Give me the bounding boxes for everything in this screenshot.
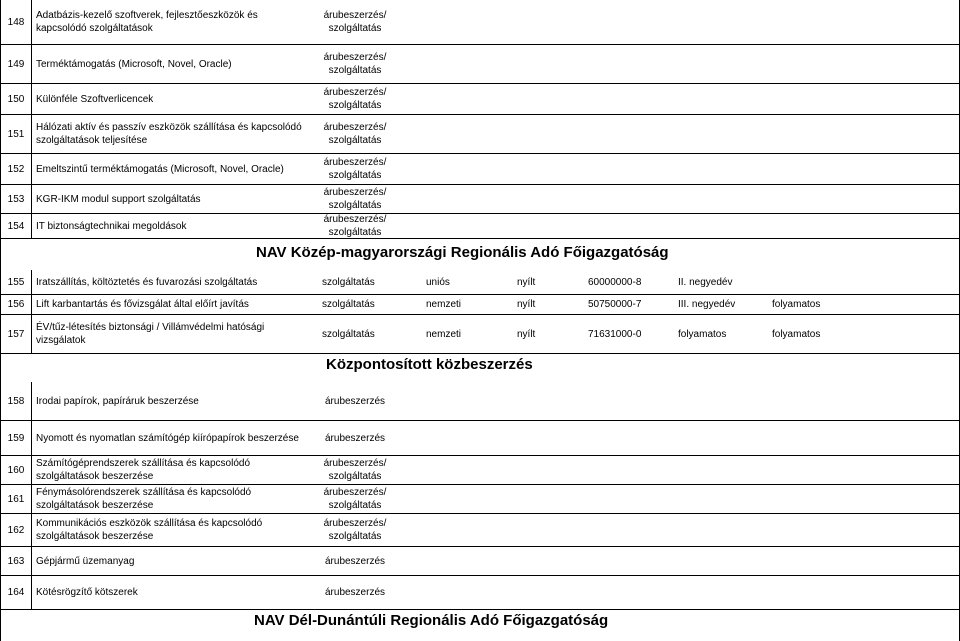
section-heading-kozpontositott: Központosított közbeszerzés — [326, 356, 533, 373]
procurement-type: árubeszerzés/ — [323, 487, 387, 498]
procurement-type: árubeszerzés/ — [323, 214, 387, 225]
procurement-type: árubeszerzés/ — [323, 10, 387, 21]
row-description: ÉV/tűz-létesítés biztonsági / Villámvédelmi hatósági — [36, 322, 265, 333]
procurement-type: árubeszerzés/ — [323, 458, 387, 469]
procurement-type: szolgáltatás — [328, 65, 382, 76]
table-row — [0, 214, 960, 238]
procurement-scope: nemzeti — [426, 299, 462, 310]
row-number: 162 — [1, 514, 32, 546]
table-row — [0, 456, 960, 484]
procurement-type: szolgáltatás — [328, 170, 382, 181]
table-row — [0, 576, 960, 609]
row-number: 151 — [1, 115, 32, 153]
row-number: 159 — [1, 421, 32, 455]
cpv-code: 50750000-7 — [588, 299, 642, 310]
procurement-type: szolgáltatás — [328, 227, 382, 238]
procurement-type: szolgáltatás — [328, 135, 382, 146]
table-row — [0, 382, 960, 420]
section-heading-kozep-magyarorszag: NAV Közép-magyarországi Regionális Adó Főigazgatóság — [256, 244, 669, 261]
row-divider — [0, 609, 960, 610]
row-description: szolgáltatások beszerzése — [36, 531, 154, 542]
procurement-type: árubeszerzés/ — [323, 52, 387, 63]
row-description: Nyomott és nyomatlan számítógép kiírópapírok beszerzése — [36, 433, 299, 444]
row-description: Irodai papírok, papíráruk beszerzése — [36, 396, 199, 407]
start-time: folyamatos — [678, 329, 727, 340]
row-description: Számítógéprendszerek szállítása és kapcsolódó — [36, 458, 251, 469]
procurement-scope: nemzeti — [426, 329, 462, 340]
table-row — [0, 270, 960, 294]
procurement-scope: uniós — [426, 277, 450, 288]
row-number: 163 — [1, 547, 32, 575]
procurement-type: szolgáltatás — [322, 299, 375, 310]
row-divider — [0, 353, 960, 354]
row-description: Kötésrögzítő kötszerek — [36, 587, 138, 598]
row-number: 150 — [1, 84, 32, 114]
procurement-type: árubeszerzés/ — [323, 187, 387, 198]
row-number: 155 — [1, 270, 32, 294]
table-row — [0, 0, 960, 44]
table-row — [0, 295, 960, 314]
procurement-type: árubeszerzés/ — [323, 157, 387, 168]
row-description: Emeltszintű terméktámogatás (Microsoft, Novel, Oracle) — [36, 164, 284, 175]
duration: folyamatos — [772, 299, 821, 310]
procedure-type: nyílt — [517, 329, 536, 340]
procurement-type: árubeszerzés — [324, 556, 386, 567]
row-number: 160 — [1, 456, 32, 484]
row-number: 149 — [1, 45, 32, 83]
row-number: 152 — [1, 154, 32, 184]
row-description: Fénymásolórendszerek szállítása és kapcsolódó — [36, 487, 252, 498]
table-row — [0, 514, 960, 546]
row-description: KGR-IKM modul support szolgáltatás — [36, 194, 201, 205]
procurement-type: árubeszerzés/ — [323, 518, 387, 529]
row-number: 161 — [1, 485, 32, 513]
procurement-type: szolgáltatás — [328, 100, 382, 111]
procurement-type: szolgáltatás — [328, 23, 382, 34]
row-number: 154 — [1, 214, 32, 238]
start-time: III. negyedév — [678, 299, 736, 310]
row-number: 153 — [1, 185, 32, 213]
row-description: IT biztonságtechnikai megoldások — [36, 221, 187, 232]
row-number: 156 — [1, 295, 32, 314]
procurement-type: árubeszerzés — [324, 433, 386, 444]
row-description: kapcsolódó szolgáltatások — [36, 23, 153, 34]
start-time: II. negyedév — [678, 277, 733, 288]
cpv-code: 71631000-0 — [588, 329, 642, 340]
row-description: szolgáltatások beszerzése — [36, 500, 154, 511]
procurement-type: szolgáltatás — [328, 531, 382, 542]
row-description: Gépjármű üzemanyag — [36, 556, 135, 567]
procedure-type: nyílt — [517, 299, 536, 310]
procurement-type: árubeszerzés/ — [323, 87, 387, 98]
procurement-type: szolgáltatás — [322, 329, 375, 340]
row-description: Különféle Szoftverlicencek — [36, 94, 154, 105]
row-description: Hálózati aktív és passzív eszközök szállítása és kapcsolódó — [36, 122, 302, 133]
table-row — [0, 115, 960, 153]
table-row — [0, 154, 960, 184]
procurement-type: szolgáltatás — [328, 471, 382, 482]
row-description: Terméktámogatás (Microsoft, Novel, Oracle) — [36, 59, 232, 70]
row-number: 158 — [1, 382, 32, 420]
table-row — [0, 485, 960, 513]
table-row — [0, 315, 960, 353]
procurement-type: szolgáltatás — [322, 277, 375, 288]
row-number: 164 — [1, 576, 32, 609]
row-divider — [0, 238, 960, 239]
row-description: szolgáltatások teljesítése — [36, 135, 148, 146]
procurement-type: szolgáltatás — [328, 500, 382, 511]
row-description: Adatbázis-kezelő szoftverek, fejlesztőeszközök és — [36, 10, 258, 21]
table-row — [0, 547, 960, 575]
table-row — [0, 421, 960, 455]
section-heading-del-dunantul: NAV Dél-Dunántúli Regionális Adó Főigazgatóság — [254, 612, 609, 629]
row-description: Iratszállítás, költöztetés és fuvarozási szolgáltatás — [36, 277, 258, 288]
row-description: vizsgálatok — [36, 335, 86, 346]
duration: folyamatos — [772, 329, 821, 340]
procurement-type: árubeszerzés — [324, 587, 386, 598]
table-row — [0, 185, 960, 213]
row-number: 157 — [1, 315, 32, 353]
row-description: szolgáltatások beszerzése — [36, 471, 154, 482]
row-number: 148 — [1, 0, 32, 44]
row-description: Lift karbantartás és fővizsgálat által előírt javítás — [36, 299, 249, 310]
table-row — [0, 84, 960, 114]
row-description: Kommunikációs eszközök szállítása és kapcsolódó — [36, 518, 263, 529]
procurement-type: szolgáltatás — [328, 200, 382, 211]
procurement-type: árubeszerzés/ — [323, 122, 387, 133]
procedure-type: nyílt — [517, 277, 536, 288]
table-row — [0, 45, 960, 83]
procurement-type: árubeszerzés — [324, 396, 386, 407]
cpv-code: 60000000-8 — [588, 277, 642, 288]
